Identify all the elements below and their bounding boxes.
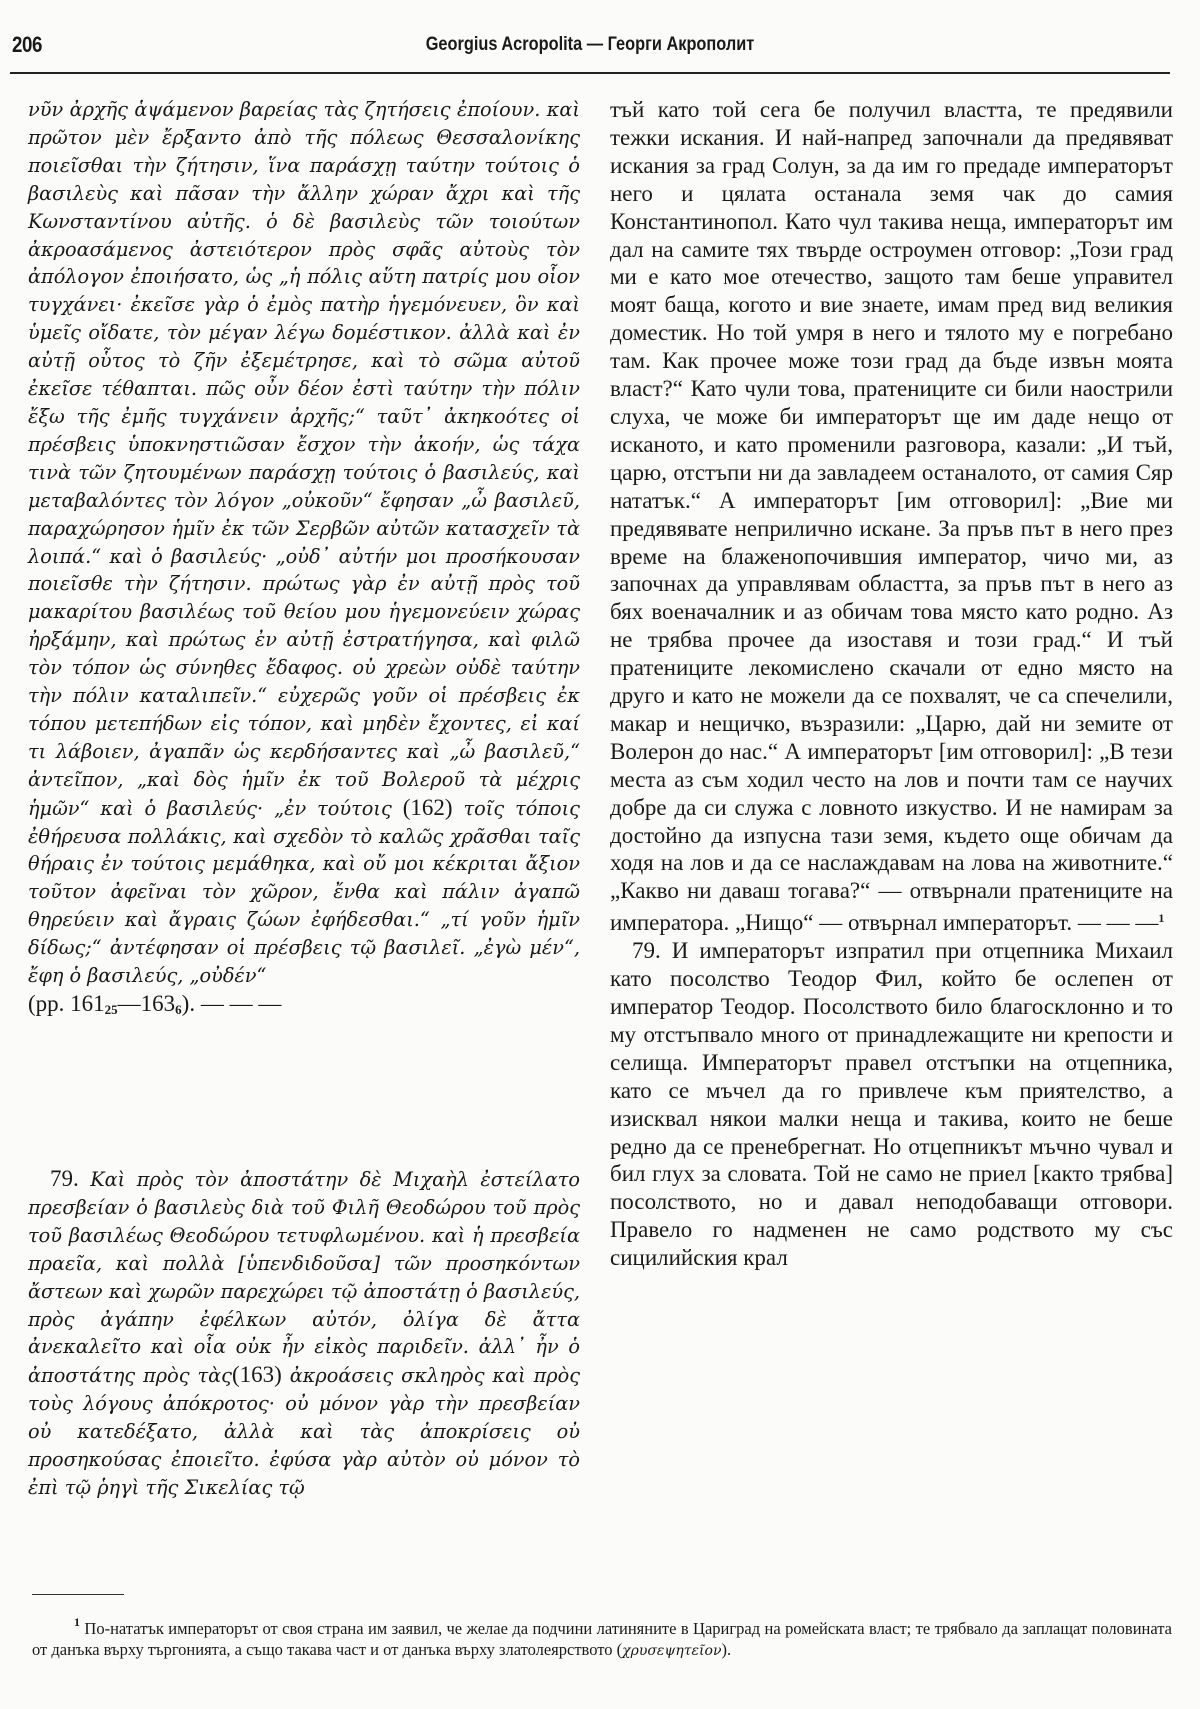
- citation-suffix: ). — — —: [181, 991, 282, 1016]
- citation-mid: —163: [117, 991, 176, 1016]
- footnote-greek-term: χρυσεψητεῖον: [622, 1643, 722, 1659]
- page-header: [10, 24, 1170, 74]
- page-marker-163: (163): [231, 1362, 282, 1388]
- greek-section-78: [28, 96, 580, 1024]
- footnote-reference[interactable]: 1: [1158, 911, 1165, 926]
- greek-section-78-text-cont: τοῖς τόποις ἐθήρευσα πολλάκις, καὶ σχεδὸν τὸ καλῶς χρᾶσθαι ταῖς θήραις ἐν τούτοις μεμάθηκα, καὶ οὔ μοι κέκριται ἄξιον τοῦτον ἀφεῖναι τὸν χῶρον, ἔνθα καὶ πάλιν ἀγαπῶ θηρεύειν καὶ ἄγραις ζώων ἐφήδεσθαι.“ „τί γοῦν ἡμῖν δίδως;“ ἀντέφησαν οἱ πρέσβεις τῷ βασιλεῖ. „ἐγὼ μέν“, ἔφη ὁ βασιλεύς, „οὐδέν“: [28, 796, 580, 988]
- footnote-divider: [32, 1594, 124, 1595]
- footnote-text: По-нататък императорът от своя страна им заявил, че желае да подчини латиняните в Цариград на ромейската власт; те трябвало да заплащат половината от данъка върху търгонията, а също такава част и от данъка върху златолеярството (: [32, 1619, 1172, 1659]
- footnote-marker: 1: [74, 1615, 80, 1629]
- section-79-number: 79.: [50, 1166, 79, 1191]
- bulgarian-section-78-text: тъй като той сега бе получил властта, те предявили тежки искания. И най-напред започнали да предявяват искания за град Солун, за да им го предаде императорът него и цялата останала земя чак до самия Константинопол. Като чул такива неща, императорът им дал на самите тях твърде остроумен отговор: „Този град ми е като мое отечество, защото там беше управител моят баща, когото и вие знаете, имам пред вид великия доместик. Но той умря в него и тялото му е погребано там. Как прочее може този град да бъде извън моята власт?“ Като чули това, пратениците си били наострили слуха, че може би императорът ще им даде нещо от исканото, и като променили разговора, казали: „И тъй, царю, отстъпи ни да завладеем останалото, от самия Сяр нататък.“ А императорът [им отговорил]: „Вие ми предявявате неприлично искане. За пръв път в него през време на блаженопочившия император, чичо ми, аз започнах да управлявам областта, за пръв път в него аз бях военачалник и аз обичам това място като родно. Аз не трябва прочее да изоставя и този град.“ И тъй пратениците лекомислено скачали от едно място на друго и като не можели да се похвалят, че са спечелили, макар и нещичко, възразили: „Царю, дай ни земите от Волерон до нас.“ А императорът [им отговорил]: „В тези места аз съм ходил често на лов и почти там се научих добре да си служа с ловното изкуство. И не намирам за достойно да изпусна тази земя, където още обичам да ходя на лов и да се наслаждавам на лова на животните.“ „Какво ни даваш тогава?“ — отвърнали пратениците на императора. „Нищо“ — отвърнал императорът. — — —: [610, 97, 1173, 936]
- footnote-paragraph: [32, 1612, 1172, 1662]
- greek-section-78-text: νῦν ἀρχῆς ἁψάμενον βαρείας τὰς ζητήσεις ἐποίουν. καὶ πρῶτον μὲν ἔρξαντο ἀπὸ τῆς πόλεως Θεσσαλονίκης ποιεῖσθαι τὴν ζήτησιν, ἵνα παράσχῃ ταύτην τούτοις ὁ βασιλεὺς καὶ πᾶσαν τὴν ἄλλην χώραν ἄχρι καὶ τῆς Κωνσταντίνου αὐτῆς. ὁ δὲ βασιλεὺς τῶν τοιούτων ἀκροασάμενος ἀστειότερον πρὸς σφᾶς αὐτοὺς τὸν ἀπόλογον ἐποιήσατο, ὡς „ἡ πόλις αὕτη πατρίς μου οἷον τυγχάνει· ἐκεῖσε γὰρ ὁ ἐμὸς πατὴρ ἡγεμόνευεν, ὃν καὶ ὑμεῖς οἴδατε, τὸν μέγαν λέγω δομέστικον. ἀλλὰ καὶ ἐν αὐτῇ οὗτος τὸ ζῆν ἐξεμέτρησε, καὶ τὸ σῶμα αὐτοῦ ἐκεῖσε τέθαπται. πῶς οὖν δέον ἐστὶ ταύτην τὴν πόλιν ἔξω τῆς ἐμῆς τυγχάνειν ἀρχῆς;“ ταῦτ᾽ ἀκηκοότες οἱ πρέσβεις ὑποκνηστιῶσαν ἔσχον τὴν ἀκοήν, ὡς τάχα τινὰ τῶν ζητουμένων παράσχῃ τούτοις ὁ βασιλεύς, καὶ μεταβαλόντες τὸν λόγον „οὐκοῦν“ ἔφησαν „ὦ βασιλεῦ, παραχώρησον ἡμῖν ἐκ τῶν Σερβῶν αὐτῶν κατασχεῖν τὰ λοιπά.“ καὶ ὁ βασιλεύς· „οὐδ᾽ αὐτήν μοι προσήκουσαν ποιεῖσθε τὴν ζήτησιν. πρώτως γὰρ ἐν αὐτῇ πρὸς τοῦ μακαρίτου βασιλέως τοῦ θείου μου ἡγεμονεύειν χώρας ἠρξάμην, καὶ πρώτως ἐν αὐτῇ ἐστρατήγησα, καὶ φιλῶ τὸν τόπον ὡς σύνηθες ἔδαφος. οὐ χρεὼν οὐδὲ ταύτην τὴν πόλιν καταλιπεῖν.“ εὐχερῶς γοῦν οἱ πρέσβεις ἐκ τόπου μετεπήδων εἰς τόπον, καὶ μηδὲν ἔχοντες, εἰ καί τι λάβοιεν, ἀγαπᾶν ὡς κερδήσαντες καὶ „ὦ βασιλεῦ,“ ἀντεῖπον, „καὶ δὸς ἡμῖν ἐκ τοῦ Βολεροῦ τὰ μέχρις ἡμῶν“ καὶ ὁ βασιλεύς· „ἐν τούτοις: [28, 98, 580, 820]
- footnote-text-end: ).: [721, 1640, 732, 1659]
- bulgarian-text-column: [610, 96, 1173, 1272]
- source-citation: [28, 991, 281, 1016]
- citation-prefix: (pp. 161: [28, 991, 105, 1016]
- bulgarian-section-79: [610, 937, 1173, 1272]
- greek-text-column: [28, 96, 580, 1024]
- page-marker-162: (162): [402, 794, 453, 820]
- greek-section-79-paragraph: [28, 1165, 580, 1502]
- citation-sub-start: 25: [104, 1002, 118, 1017]
- greek-section-79: [28, 1165, 580, 1502]
- greek-section-79-text: Καὶ πρὸς τὸν ἀποστάτην δὲ Μιχαὴλ ἐστείλατο πρεσβείαν ὁ βασιλεὺς διὰ τοῦ Φιλῆ Θεοδώρου τοῦ πρὸς τοῦ βασιλέως Θεοδώρου τετυφλωμένου. καὶ ἡ πρεσβεία πραεῖα, καὶ πολλὰ [ὑπενδιδοῦσα] τῶν προσηκόντων ἄστεων καὶ χωρῶν παρεχώρει τῷ ἀποστάτῃ ὁ βασιλεύς, πρὸς ἀγάπην ἐφέλκων αὐτόν, ὀλίγα δὲ ἄττα ἀνεκαλεῖτο καὶ οἷα οὐκ ἦν εἰκὸς παριδεῖν. ἀλλ᾽ ἦν ὁ ἀποστάτης πρὸς τὰς: [28, 1168, 580, 1388]
- bulgarian-section-78: [610, 96, 1173, 937]
- running-title: Georgius Acropolita — Георги Акрополит: [425, 34, 755, 55]
- page-number: 206: [12, 32, 42, 57]
- citation-sub-end: 6: [175, 1002, 182, 1017]
- greek-section-79-text-cont: ἀκροάσεις σκληρὸς καὶ πρὸς τοὺς λόγους ἀπόκροτος· οὐ μόνον γὰρ τὴν πρεσβείαν οὐ κατεδέξατο, ἀλλὰ καὶ τὰς ἀποκρίσεις οὐ προσηκούσας ἐποιεῖτο. ἐφύσα γὰρ αὐτὸν οὐ μόνον τὸ ἐπὶ τῷ ῥηγὶ τῆς Σικελίας τῷ: [28, 1364, 581, 1499]
- footnote: [32, 1612, 1172, 1662]
- bulgarian-section-79-text: 79. И императорът изпратил при отцепника Михаил като посолство Теодор Фил, който бе ослепен от император Теодор. Посолството било благосклонно и то му отстъпвало много от принадлежащите ни крепости и селища. Императорът правел отстъпки на отцепника, като се мъчел да го привлече към приятелство, а изисквал някои малки неща и такива, които не беше редно да се пренебрегнат. Но отцепникът мъчно чувал и бил глух за словата. Той не само не приел [както трябва] посолството, но и давал неподобаващи отговори. Правело го надменен не само родството му със сицилийския крал: [610, 938, 1173, 1271]
